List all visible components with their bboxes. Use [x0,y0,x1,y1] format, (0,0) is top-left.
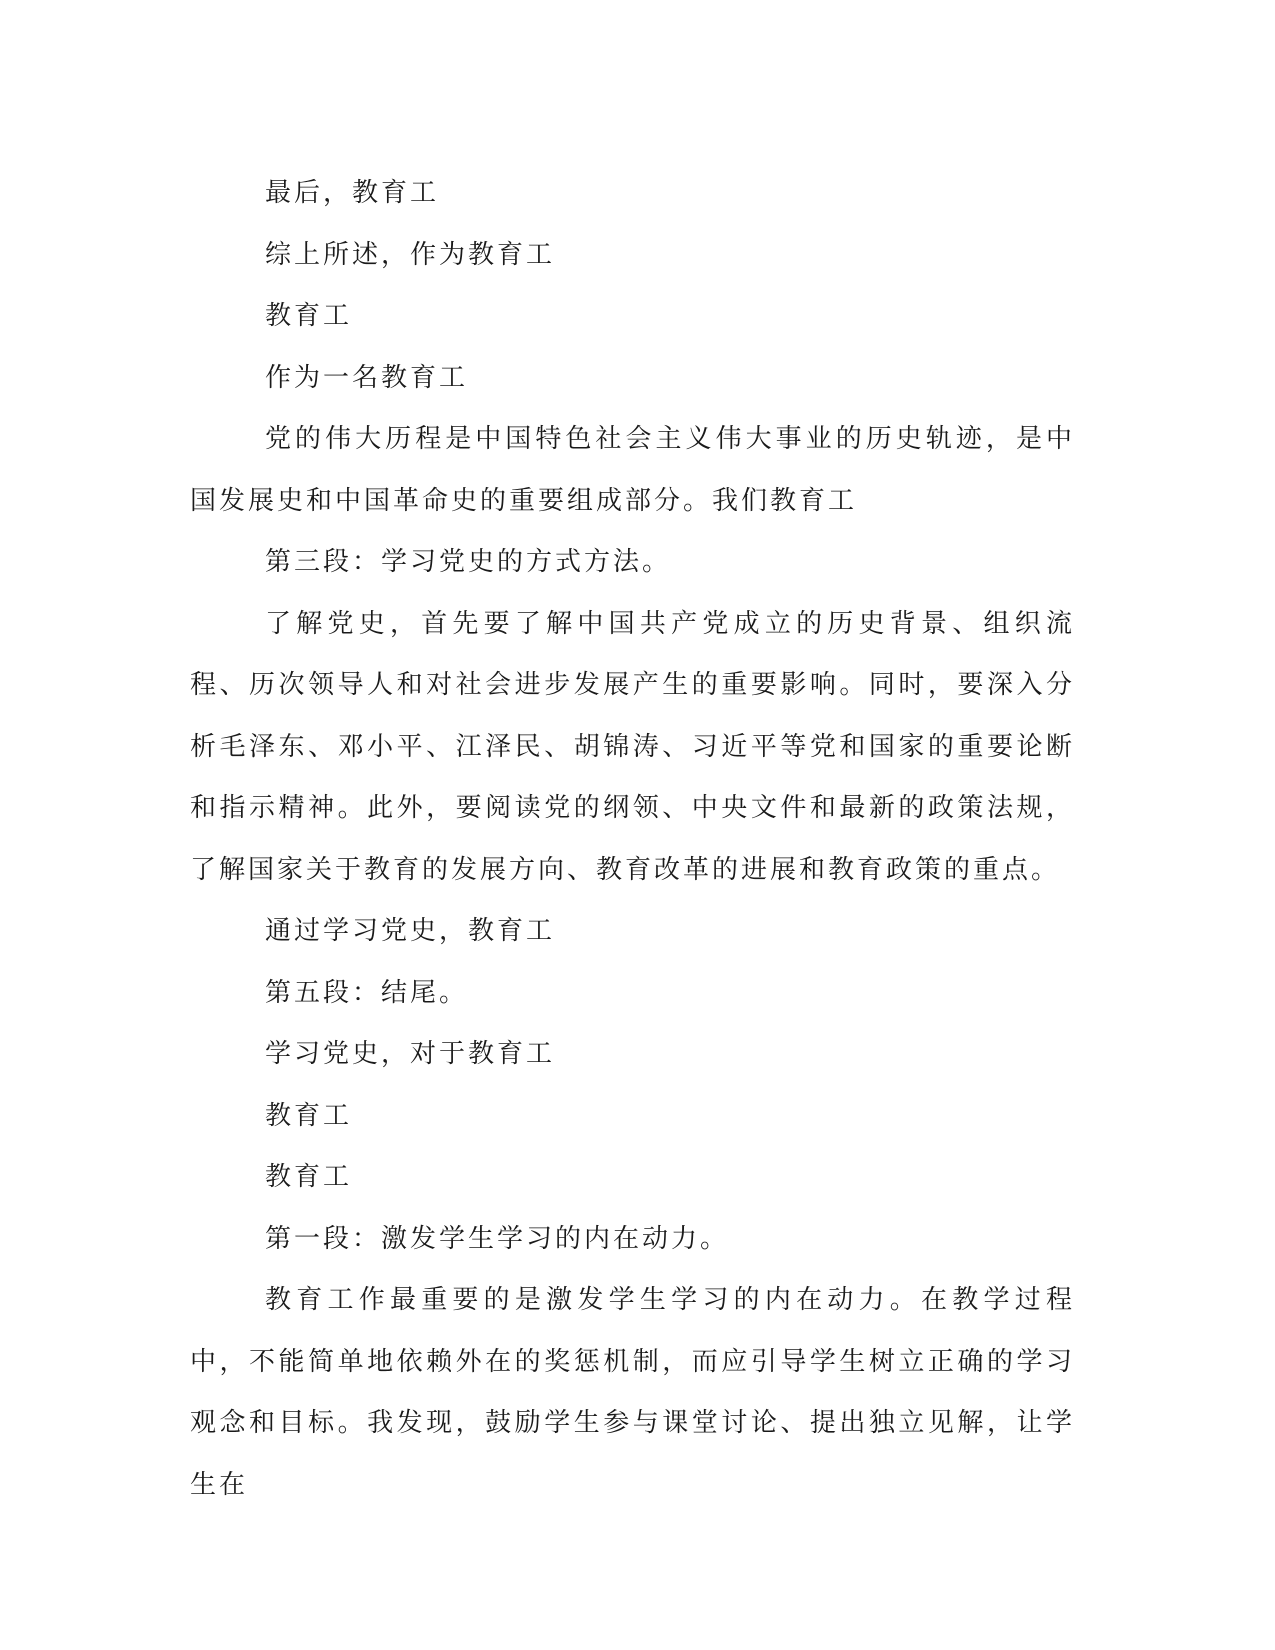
section-heading-1: 第一段：激发学生学习的内在动力。 [265,1223,730,1254]
paragraph-1: 最后，教育工 [265,178,440,208]
section-heading-3: 第三段：学习党史的方式方法。 [265,547,672,577]
paragraph-2: 综上所述，作为教育工 [265,239,556,270]
paragraph-8: 通过学习党史，教育工 [265,916,556,946]
section-heading-5: 第五段：结尾。 [265,977,469,1008]
paragraph-11: 教育工 [265,1100,353,1131]
paragraph-14: 教育工作最重要的是激发学生学习的内在动力。在教学过程中，不能简单地依赖外在的奖惩机制，而应引导学生树立正确的学习观念和目标。我发现，鼓励学生参与课堂讨论、提出独立见解，让学生在 [190,1285,1075,1500]
paragraph-3: 教育工 [265,301,353,331]
paragraph-4: 作为一名教育工 [265,362,469,393]
paragraph-7: 了解党史，首先要了解中国共产党成立的历史背景、组织流程、历次领导人和对社会进步发展产生的重要影响。同时，要深入分析毛泽东、邓小平、江泽民、胡锦涛、习近平等党和国家的重要论断和指示精神。此外，要阅读党的纲领、中央文件和最新的政策法规，了解国家关于教育的发展方向、教育改革的进展和教育政策的重点。 [190,608,1075,885]
paragraph-12: 教育工 [265,1162,353,1192]
paragraph-5: 党的伟大历程是中国特色社会主义伟大事业的历史轨迹，是中国发展史和中国革命史的重要组成部分。我们教育工 [190,424,1075,516]
document-body [190,163,1075,1516]
paragraph-10: 学习党史，对于教育工 [265,1039,556,1069]
